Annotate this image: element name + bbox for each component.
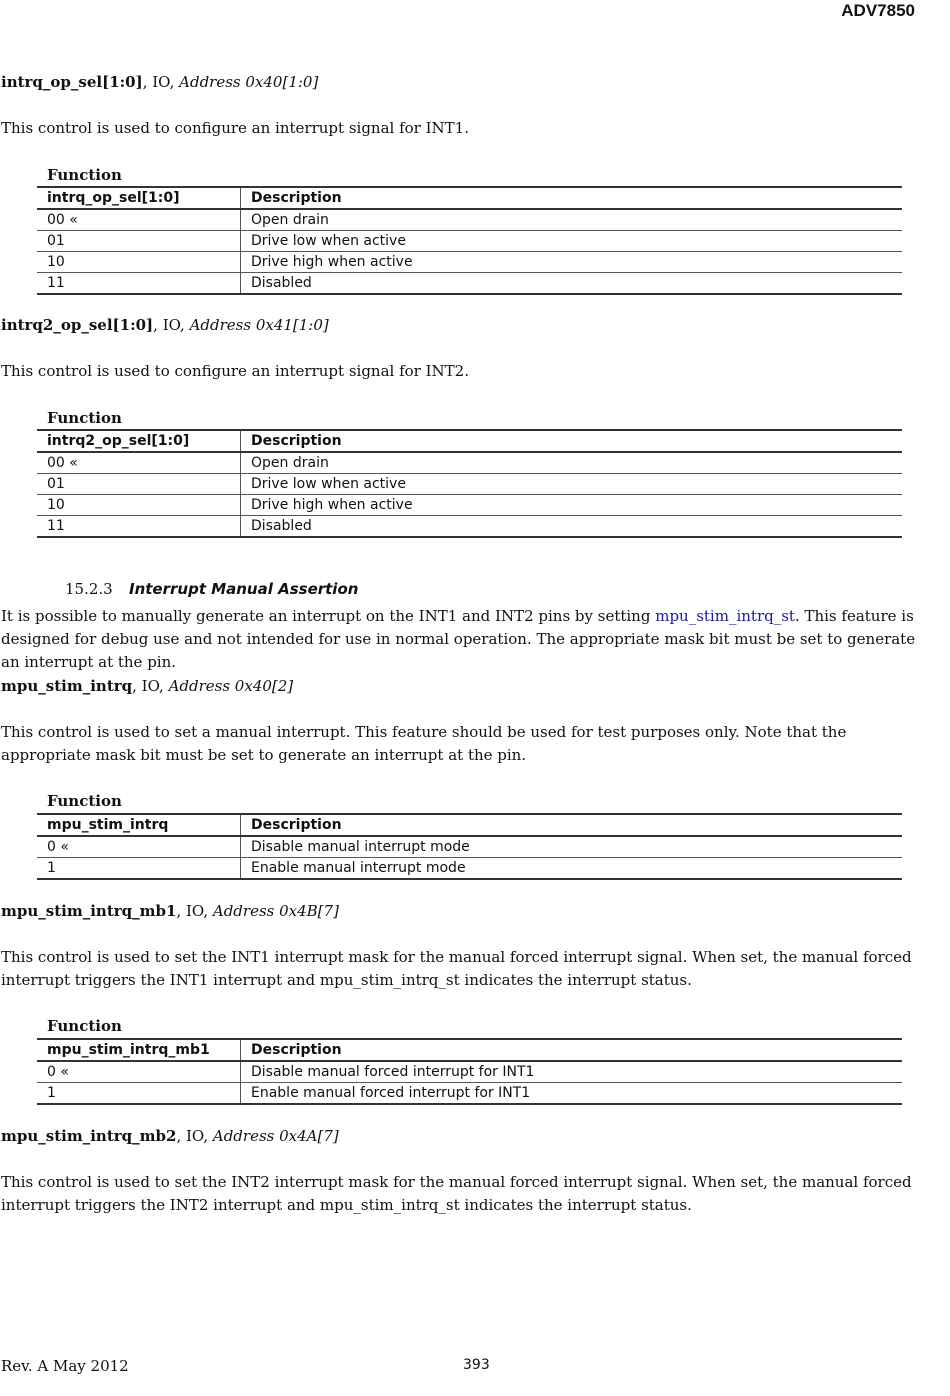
register-link[interactable]: mpu_stim_intrq_st	[655, 607, 795, 625]
table-cell-description: Disable manual forced interrupt for INT1	[241, 1061, 903, 1083]
footer-revision: Rev. A May 2012	[1, 1357, 129, 1375]
table-col-header: Description	[241, 1039, 903, 1061]
section-text: It is possible to manually generate an interrupt on the INT1 and INT2 pins by setting	[1, 607, 656, 625]
register-name: intrq2_op_sel[1:0]	[1, 316, 154, 334]
section-text: . This feature is designed for debug use and not intended for use in normal operation. The appropriate mask bit must be set to generate an interrupt at the pin.	[1, 607, 916, 671]
table-cell-description: Open drain	[241, 209, 903, 231]
register-heading-mpu-stim-intrq-mb1	[1, 901, 339, 921]
table-cell-value: 1	[37, 1083, 241, 1105]
table-cell-value: 01	[37, 474, 241, 495]
register-description: This control is used to configure an interrupt signal for INT2.	[1, 362, 469, 380]
table-col-header: intrq2_op_sel[1:0]	[37, 430, 241, 452]
table-cell-description: Enable manual interrupt mode	[241, 858, 903, 880]
function-label: Function	[47, 1017, 122, 1035]
register-name: mpu_stim_intrq_mb1	[1, 902, 177, 920]
register-heading-intrq-op-sel	[1, 72, 318, 92]
table-header-row	[37, 1039, 902, 1061]
table-row	[37, 273, 902, 295]
function-label: Function	[47, 166, 122, 184]
table-cell-description: Enable manual forced interrupt for INT1	[241, 1083, 903, 1105]
table-row	[37, 495, 902, 516]
table-col-header: Description	[241, 814, 903, 836]
register-sep: , IO,	[132, 677, 169, 695]
section-title: Interrupt Manual Assertion	[129, 580, 359, 598]
table-row	[37, 858, 902, 880]
register-heading-mpu-stim-intrq-mb2	[1, 1126, 339, 1146]
register-description: This control is used to configure an interrupt signal for INT1.	[1, 119, 469, 137]
register-sep: , IO,	[153, 316, 190, 334]
table-cell-value: 11	[37, 273, 241, 295]
table-col-header: intrq_op_sel[1:0]	[37, 187, 241, 209]
register-table-intrq2-op-sel	[37, 429, 902, 538]
table-col-header: mpu_stim_intrq_mb1	[37, 1039, 241, 1061]
table-cell-value: 1	[37, 858, 241, 880]
table-row	[37, 1061, 902, 1083]
register-sep: , IO,	[142, 73, 180, 91]
table-cell-value: 0 «	[37, 836, 241, 858]
register-heading-intrq2-op-sel	[1, 315, 329, 335]
table-cell-value: 10	[37, 252, 241, 273]
table-cell-value: 11	[37, 516, 241, 538]
table-header-row	[37, 430, 902, 452]
register-address: Address 0x4A[7]	[212, 1127, 339, 1145]
table-cell-description: Open drain	[241, 452, 903, 474]
register-address: Address 0x40[1:0]	[179, 73, 319, 91]
register-table-mpu-stim-intrq	[37, 813, 902, 880]
function-label: Function	[47, 409, 122, 427]
table-row	[37, 252, 902, 273]
register-sep: , IO,	[176, 902, 213, 920]
register-sep: , IO,	[176, 1127, 213, 1145]
table-cell-description: Drive low when active	[241, 474, 903, 495]
table-col-header: Description	[241, 187, 903, 209]
table-header-row	[37, 814, 902, 836]
register-address: Address 0x4B[7]	[212, 902, 339, 920]
register-address: Address 0x41[1:0]	[189, 316, 329, 334]
register-description: This control is used to set the INT1 interrupt mask for the manual forced interrupt signal. When set, the manual forced interrupt triggers the INT1 interrupt and mpu_stim_intrq_st indicates the interrupt status.	[1, 948, 912, 989]
table-cell-description: Disabled	[241, 516, 903, 538]
function-label: Function	[47, 792, 122, 810]
table-cell-value: 0 «	[37, 1061, 241, 1083]
table-cell-value: 00 «	[37, 209, 241, 231]
register-name: mpu_stim_intrq	[1, 677, 133, 695]
table-row	[37, 1083, 902, 1105]
document-title: ADV7850	[841, 1, 915, 20]
section-heading	[65, 579, 358, 599]
table-row	[37, 836, 902, 858]
table-col-header: mpu_stim_intrq	[37, 814, 241, 836]
table-cell-description: Disable manual interrupt mode	[241, 836, 903, 858]
table-row	[37, 452, 902, 474]
table-cell-description: Drive low when active	[241, 231, 903, 252]
table-cell-description: Drive high when active	[241, 495, 903, 516]
register-address: Address 0x40[2]	[168, 677, 294, 695]
section-number: 15.2.3	[65, 580, 113, 598]
table-row	[37, 209, 902, 231]
table-cell-value: 00 «	[37, 452, 241, 474]
table-cell-description: Disabled	[241, 273, 903, 295]
table-row	[37, 231, 902, 252]
register-description: This control is used to set the INT2 interrupt mask for the manual forced interrupt signal. When set, the manual forced interrupt triggers the INT2 interrupt and mpu_stim_intrq_st indicates the interrupt status.	[1, 1173, 912, 1214]
table-cell-value: 01	[37, 231, 241, 252]
register-table-intrq-op-sel	[37, 186, 902, 295]
register-table-mpu-stim-intrq-mb1	[37, 1038, 902, 1105]
table-col-header: Description	[241, 430, 903, 452]
register-name: mpu_stim_intrq_mb2	[1, 1127, 177, 1145]
register-heading-mpu-stim-intrq	[1, 676, 293, 696]
register-name: intrq_op_sel[1:0]	[1, 73, 143, 91]
table-header-row	[37, 187, 902, 209]
footer-page-number: 393	[463, 1357, 490, 1373]
table-row	[37, 516, 902, 538]
table-row	[37, 474, 902, 495]
table-cell-description: Drive high when active	[241, 252, 903, 273]
register-description: This control is used to set a manual interrupt. This feature should be used for test purposes only. Note that the appropriate mask bit must be set to generate an interrupt at the pin.	[1, 723, 847, 764]
table-cell-value: 10	[37, 495, 241, 516]
section-paragraph	[1, 605, 916, 674]
